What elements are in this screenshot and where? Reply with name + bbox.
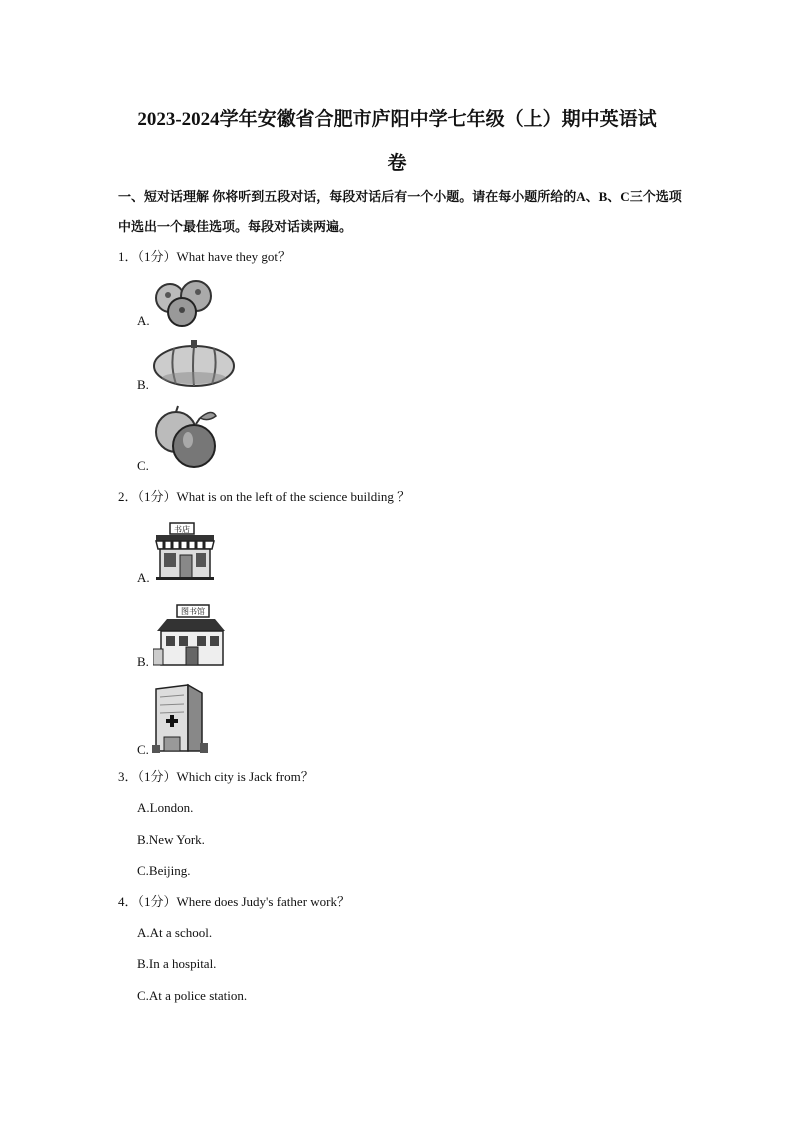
- exam-title-line1: 2023-2024学年安徽省合肥市庐阳中学七年级（上）期中英语试: [137, 109, 657, 130]
- shop-icon: [154, 521, 216, 581]
- question-score: （1分）: [137, 769, 177, 784]
- option-beijing[interactable]: C.Beijing.: [137, 863, 191, 878]
- option-london[interactable]: A.London.: [137, 800, 194, 815]
- option-school[interactable]: A.At a school.: [137, 925, 213, 940]
- pumpkin-icon: [152, 338, 236, 388]
- question-number: 3．: [118, 769, 138, 784]
- option-new-york[interactable]: B.New York.: [137, 832, 205, 847]
- question-1: [118, 248, 291, 266]
- option-label[interactable]: C.: [137, 458, 149, 473]
- option-label[interactable]: A.: [137, 570, 150, 585]
- hospital-icon: [152, 683, 208, 755]
- exam-title-line2: 卷: [387, 153, 407, 174]
- question-score: （1分）: [137, 894, 177, 909]
- library-icon: [153, 603, 229, 667]
- section-instruction: 一、短对话理解 你将听到五段对话，每段对话后有一个小题。请在每小题所给的A、B、C三个选项中选出一个最佳选项。每段对话读两遍。: [118, 189, 682, 234]
- question-text: Which city is Jack from？: [176, 769, 314, 784]
- apples-icon: [152, 404, 222, 470]
- question-3: [118, 768, 314, 786]
- option-label[interactable]: B.: [137, 654, 149, 669]
- question-text: What have they got？: [176, 249, 291, 264]
- library-sign: 图书馆: [181, 607, 205, 616]
- question-4: [118, 893, 350, 911]
- option-label[interactable]: A.: [137, 313, 150, 328]
- question-number: 1．: [118, 249, 138, 264]
- shop-sign: 书店: [174, 525, 190, 534]
- exam-title: [110, 98, 684, 186]
- question-text: Where does Judy's father work？: [176, 894, 350, 909]
- option-label[interactable]: B.: [137, 377, 149, 392]
- oranges-icon: [152, 278, 218, 328]
- option-label[interactable]: C.: [137, 742, 149, 757]
- question-text: What is on the left of the science building ？: [176, 489, 411, 504]
- question-number: 4．: [118, 894, 138, 909]
- question-number: 2．: [118, 489, 138, 504]
- question-2: [118, 488, 410, 506]
- question-score: （1分）: [137, 489, 177, 504]
- option-hospital[interactable]: B.In a hospital.: [137, 956, 217, 971]
- question-score: （1分）: [137, 249, 177, 264]
- option-police-station[interactable]: C.At a police station.: [137, 988, 248, 1003]
